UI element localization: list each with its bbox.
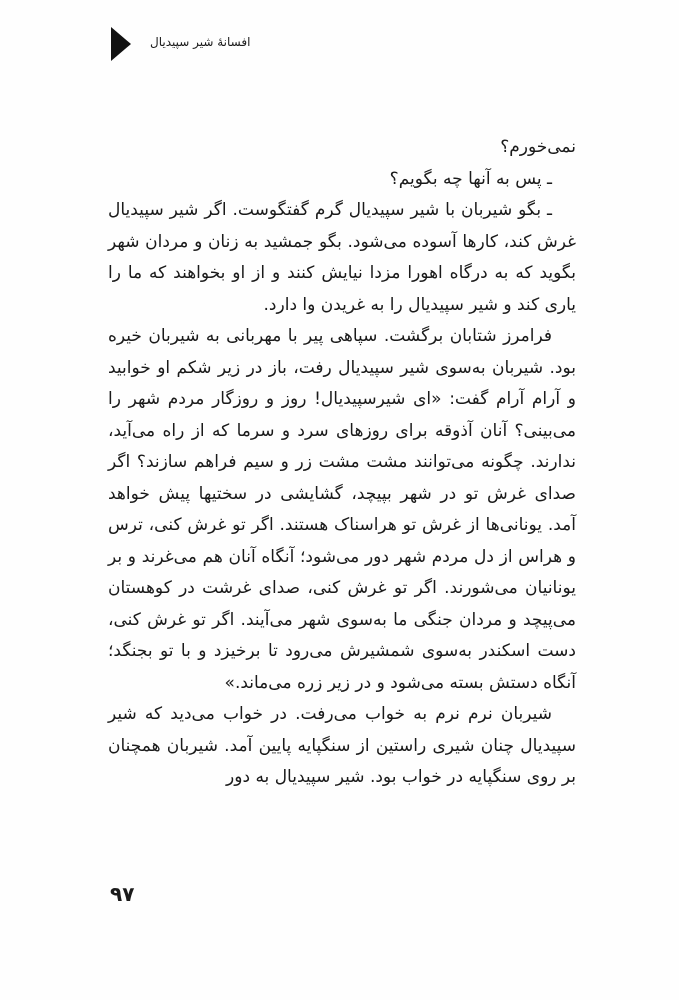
paragraph: شیربان نرم نرم به خواب می‌رفت. در خواب می‌دید که شیر سپیدیال چنان شیری راستین از سنگپایه پایین آمد. شیربان همچنان بر روی سنگپایه در خواب بود. شیر سپیدیال به دور [108,704,576,787]
body-text [108,132,576,794]
triangle-marker-icon [111,27,131,61]
paragraph: ـ پس به آنها چه بگویم؟ [389,168,552,189]
paragraph: ـ بگو شیربان با شیر سپیدیال گرم گفتگوست. اگر شیر سپیدیال غرش کند، کارها آسوده می‌شود. بگو جمشید به زنان و مردان شهر بگوید که به درگاه اهورا مزدا نیایش کنند و از او بخواهند که ما را یاری کند و شیر سپیدیال را به غریدن وا دارد. [108,200,576,315]
running-title: افسانهٔ شیر سپیدیال [150,35,251,49]
paragraph: فرامرز شتابان برگشت. سپاهی پیر با مهربانی به شیربان خیره بود. شیربان به‌سوی شیر سپیدیال رفت، باز در زیر شکم او خوابید و آرام آرام گفت: «ای شیرسپیدیال! روز و روزگار مردم شهر را می‌بینی؟ آنان آذوقه برای روزهای سرد و سرما که از راه می‌آید، ندارند. چگونه می‌توانند مشت مشت زر و سیم فراهم سازند؟ اگر صدای غرش تو در شهر بپیچد، گشایشی در سختیها پیش خواهد آمد. یونانی‌ها از غرش تو هراسناک هستند. اگر تو غرش کنی، ترس و هراس از دل مردم شهر دور می‌شود؛ آنگاه آنان هم می‌غرند و بر یونانیان می‌شورند. اگر تو غرش کنی، صدای غرشت در کوهستان می‌پیچد و مردان جنگی ما به‌سوی شهر می‌آیند. اگر تو غرش کنی، دست اسکندر به‌سوی شمشیرش می‌رود تا برخیزد و با تو بجنگد؛ آنگاه دستش بسته می‌شود و در زیر زره می‌ماند.» [108,326,576,693]
paragraph: نمی‌خورم؟ [500,137,576,157]
page-number: ۹۷ [110,882,135,906]
